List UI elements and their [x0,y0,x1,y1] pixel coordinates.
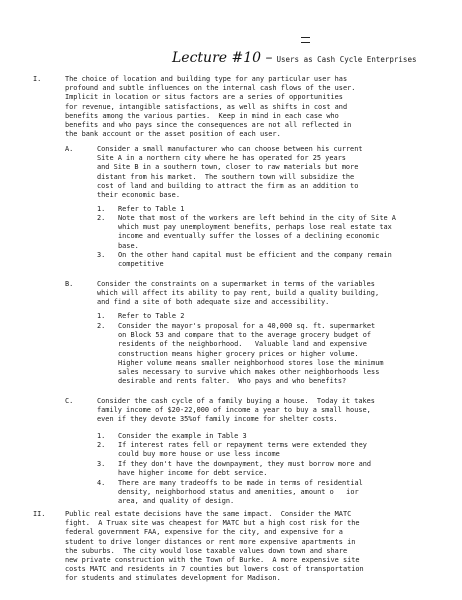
list-item-number: 3. [97,251,106,259]
subsection-A-paragraph [97,145,363,200]
text-line: costs MATC and residents in 7 counties but lowers cost of transportation [65,565,364,574]
handwritten-mark [301,37,310,43]
text-line: the bank account or the asset position of each user. [65,130,281,139]
subsection-B-paragraph [97,280,379,308]
text-line: cost of land and building to attract the firm as an addition to [97,181,359,190]
text-line: and find a site of both adequate size and accessibility. [97,298,330,307]
list-item-number: 1. [97,312,106,320]
text-line: On the other hand capital must be efficient and the company remain [118,251,392,259]
text-line: federal government FAA, expensive for the city, and expensive for a [65,528,343,537]
text-line: their economic base. [97,191,180,200]
lecture-number-handwritten: Lecture #10 – [172,50,273,66]
section-I-paragraph [65,75,355,139]
C-item-4 [118,479,363,507]
text-line: Implicit in location or situs factors are a series of opportunities [65,93,343,102]
text-line: and Site B in a southern town, closer to raw materials but more [97,163,359,172]
text-line: density, neighborhood status and amenities, amount o ior [118,488,359,497]
text-line: Site A in a northern city where he has operated for 25 years [97,154,346,163]
text-line: If interest rates fell or repayment terms were extended they [118,441,367,449]
text-line: student to drive longer distances or rent more expensive apartments in [65,537,356,546]
text-line: which must pay unemployment benefits, perhaps lose real estate tax [118,223,392,232]
C-item-2 [118,441,367,459]
text-line: Refer to Table 1 [118,205,185,213]
text-line: The choice of location and building type for any particular user has [65,75,348,83]
text-line: even if they devote 35%of family income for shelter costs. [97,415,338,424]
text-line: Consider a small manufacturer who can choose between his current [97,145,363,153]
C-item-3 [118,460,371,478]
text-line: could buy more house or use less income [118,450,280,459]
text-line: sales necessary to survive which makes other neighborhoods less [118,368,380,377]
text-line: have higher income for debt service. [118,469,268,478]
text-line: base. [118,241,139,250]
text-line: income and eventually suffer the losses of a declining economic [118,232,380,241]
list-item-number: 2. [97,441,106,449]
list-item-number: 1. [97,432,106,440]
section-II-paragraph [65,510,364,584]
A-item-1 [118,205,184,214]
list-item-number: 4. [97,479,106,487]
list-item-number: 1. [97,205,106,213]
text-line: fight. A Truax site was cheapest for MATC but a high cost risk for the [65,519,360,528]
text-line: family income of $20-22,000 of income a year to buy a small house, [97,406,371,415]
list-item-number: 2. [97,322,106,330]
text-line: profound and subtle influences on the internal cash flows of the user. [65,84,356,93]
subsection-letter: B. [65,280,74,288]
subsection-letter: A. [65,145,74,153]
B-item-2 [118,322,384,386]
text-line: Note that most of the workers are left behind in the city of Site A [118,214,396,222]
text-line: construction means higher grocery prices or higher volume. [118,349,359,358]
C-item-1 [118,432,247,441]
A-item-3 [118,251,392,269]
text-line: Public real estate decisions have the same impact. Consider the MATC [65,510,352,518]
subsection-letter: C. [65,397,74,405]
text-line: Refer to Table 2 [118,312,185,320]
lecture-title [172,47,416,66]
text-line: competitive [118,260,164,269]
text-line: Higher volume means smaller neighborhood stores lose the minimum [118,358,384,367]
text-line: If they don't have the downpayment, they must borrow more and [118,460,372,468]
text-line: distant from his market. The southern town will subsidize the [97,172,355,181]
text-line: which will affect its ability to pay rent, build a quality building, [97,289,380,298]
section-numeral: II. [33,510,46,518]
text-line: desirable and rents falter. Who pays and who benefits? [118,377,347,386]
text-line: Consider the mayor's proposal for a 40,000 sq. ft. supermarket [118,322,376,330]
text-line: the suburbs. The city would lose taxable values down town and share [65,546,348,555]
text-line: benefits among the various parties. Keep in mind in each case who [65,111,339,120]
subsection-C-paragraph [97,397,375,425]
text-line: Consider the constraints on a supermarket in terms of the variables [97,280,375,288]
text-line: for students and stimulates development for Madison. [65,574,281,583]
list-item-number: 2. [97,214,106,222]
section-numeral: I. [33,75,42,83]
A-item-2 [118,214,396,251]
lecture-subtitle: Users as Cash Cycle Enterprises [276,55,417,64]
text-line: for revenue, intangible satisfactions, as well as shifts in cost and [65,102,348,111]
text-line: benefits and who pays since the consequences are not all reflected in [65,121,352,130]
text-line: new private construction with the Town of Burke. A more expensive site [65,556,360,565]
text-line: on Block 53 and compare that to the average grocery budget of [118,331,372,340]
text-line: There are many tradeoffs to be made in terms of residential [118,479,363,487]
text-line: area, and quality of design. [118,497,235,506]
list-item-number: 3. [97,460,106,468]
B-item-1 [118,312,184,321]
text-line: residents of the neighborhood. Valuable land and expensive [118,340,367,349]
text-line: Consider the example in Table 3 [118,432,247,440]
text-line: Consider the cash cycle of a family buying a house. Today it takes [97,397,375,405]
